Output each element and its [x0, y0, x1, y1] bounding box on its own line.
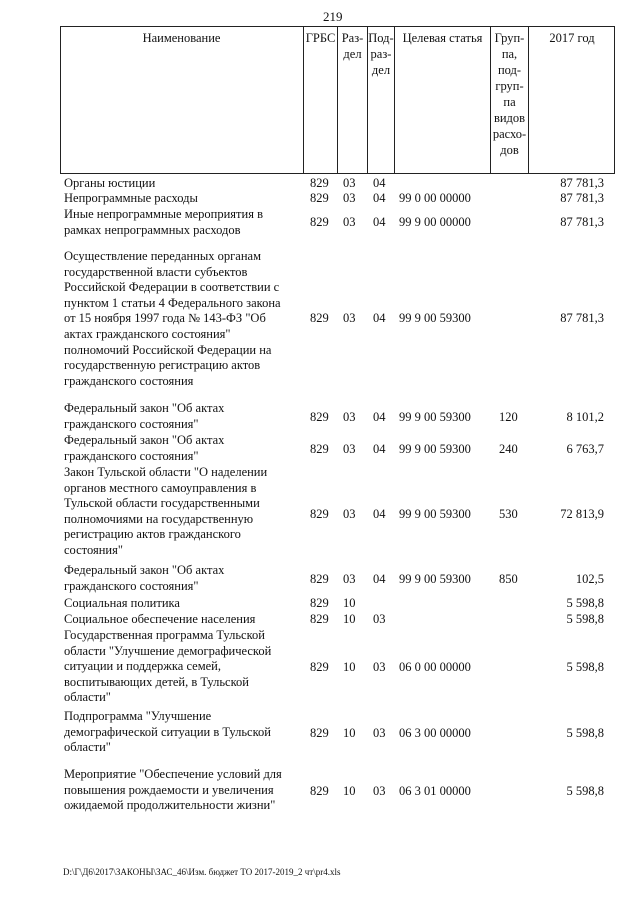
- row-razdel: 10: [343, 784, 356, 798]
- row-target: 99 0 00 00000: [399, 191, 471, 205]
- row-razdel: 03: [343, 410, 356, 424]
- row-podrazdel: 04: [373, 176, 386, 190]
- row-target: 99 9 00 00000: [399, 215, 471, 229]
- col-header-target: Целевая статья: [394, 26, 490, 174]
- row-grbs: 829: [310, 612, 329, 626]
- row-grbs: 829: [310, 191, 329, 205]
- row-name: Органы юстиции: [64, 176, 156, 190]
- row-razdel: 03: [343, 176, 356, 190]
- row-target: 99 9 00 59300: [399, 572, 471, 586]
- row-group: 240: [499, 442, 518, 456]
- row-name: Мероприятие "Обеспечение условий для повышения рождаемости и увеличения ожидаемой продолжительности жизни": [64, 767, 282, 813]
- row-target: 06 3 01 00000: [399, 784, 471, 798]
- row-podrazdel: 04: [373, 410, 386, 424]
- row-amount: 5 598,8: [566, 596, 604, 610]
- row-podrazdel: 03: [373, 612, 386, 626]
- row-name: Подпрограмма "Улучшение демографической ситуации в Тульской области": [64, 709, 271, 755]
- row-name: Социальная политика: [64, 596, 180, 610]
- row-razdel: 03: [343, 507, 356, 521]
- row-razdel: 10: [343, 596, 356, 610]
- col-header-podrazdel: Под- раз- дел: [367, 26, 394, 174]
- col-header-year: 2017 год: [528, 26, 615, 174]
- row-target: 06 0 00 00000: [399, 660, 471, 674]
- row-podrazdel: 04: [373, 572, 386, 586]
- row-podrazdel: 03: [373, 784, 386, 798]
- row-name: Осуществление переданных органам государственной власти субъектов Российской Федерации в соответствии с пунктом 1 статьи 4 Федерального закона от 15 ноября 1997 года № 143-ФЗ "Об актах гражданского состояния" полномочий Российской Федерации на государственную регистрацию актов гражданского состояния: [64, 249, 281, 388]
- row-razdel: 03: [343, 311, 356, 325]
- row-grbs: 829: [310, 572, 329, 586]
- row-grbs: 829: [310, 410, 329, 424]
- row-name: Иные непрограммные мероприятия в рамках непрограммных расходов: [64, 207, 263, 237]
- row-target: 99 9 00 59300: [399, 507, 471, 521]
- row-name: Государственная программа Тульской области "Улучшение демографической ситуации и поддержка семей, воспитывающих детей, в Тульской области": [64, 628, 272, 705]
- row-name: Федеральный закон "Об актах гражданского состояния": [64, 401, 225, 431]
- row-amount: 5 598,8: [566, 612, 604, 626]
- row-razdel: 10: [343, 660, 356, 674]
- row-name: Федеральный закон "Об актах гражданского состояния": [64, 433, 225, 463]
- row-amount: 8 101,2: [566, 410, 604, 424]
- col-header-razdel: Раз- дел: [337, 26, 367, 174]
- row-razdel: 10: [343, 612, 356, 626]
- page-number: 219: [323, 9, 343, 24]
- footer-file-path: D:\Г\Д6\2017\ЗАКОНЫ\ЗАС_46\Изм. бюджет ТО 2017-2019_2 чт\pr4.xls: [63, 867, 341, 877]
- row-target: 06 3 00 00000: [399, 726, 471, 740]
- row-target: 99 9 00 59300: [399, 410, 471, 424]
- col-header-grbs: ГРБС: [303, 26, 337, 174]
- row-grbs: 829: [310, 442, 329, 456]
- row-podrazdel: 04: [373, 442, 386, 456]
- row-podrazdel: 04: [373, 191, 386, 205]
- row-razdel: 10: [343, 726, 356, 740]
- row-amount: 5 598,8: [566, 660, 604, 674]
- row-group: 850: [499, 572, 518, 586]
- row-amount: 72 813,9: [560, 507, 604, 521]
- row-amount: 87 781,3: [560, 191, 604, 205]
- row-name: Непрограммные расходы: [64, 191, 198, 205]
- row-podrazdel: 04: [373, 507, 386, 521]
- row-group: 120: [499, 410, 518, 424]
- row-razdel: 03: [343, 572, 356, 586]
- row-amount: 6 763,7: [566, 442, 604, 456]
- row-group: 530: [499, 507, 518, 521]
- row-grbs: 829: [310, 507, 329, 521]
- row-razdel: 03: [343, 191, 356, 205]
- row-grbs: 829: [310, 660, 329, 674]
- row-name: Социальное обеспечение населения: [64, 612, 256, 626]
- row-amount: 102,5: [575, 572, 604, 586]
- row-name: Закон Тульской области "О наделении органов местного самоуправления в Тульской области государственными полномочиями на государственную регистрацию актов гражданского состояния": [64, 465, 268, 557]
- row-razdel: 03: [343, 442, 356, 456]
- row-target: 99 9 00 59300: [399, 311, 471, 325]
- row-amount: 87 781,3: [560, 311, 604, 325]
- row-grbs: 829: [310, 596, 329, 610]
- col-header-name: Наименование: [142, 31, 221, 45]
- row-grbs: 829: [310, 311, 329, 325]
- row-podrazdel: 03: [373, 660, 386, 674]
- row-name: Федеральный закон "Об актах гражданского состояния": [64, 563, 225, 593]
- row-amount: 5 598,8: [566, 784, 604, 798]
- row-podrazdel: 04: [373, 311, 386, 325]
- row-amount: 5 598,8: [566, 726, 604, 740]
- row-grbs: 829: [310, 726, 329, 740]
- row-grbs: 829: [310, 784, 329, 798]
- row-amount: 87 781,3: [560, 176, 604, 190]
- row-grbs: 829: [310, 176, 329, 190]
- row-grbs: 829: [310, 215, 329, 229]
- row-razdel: 03: [343, 215, 356, 229]
- row-target: 99 9 00 59300: [399, 442, 471, 456]
- row-podrazdel: 04: [373, 215, 386, 229]
- col-header-group: Груп- па, под- груп- па видов расхо- дов: [490, 26, 528, 174]
- row-podrazdel: 03: [373, 726, 386, 740]
- row-amount: 87 781,3: [560, 215, 604, 229]
